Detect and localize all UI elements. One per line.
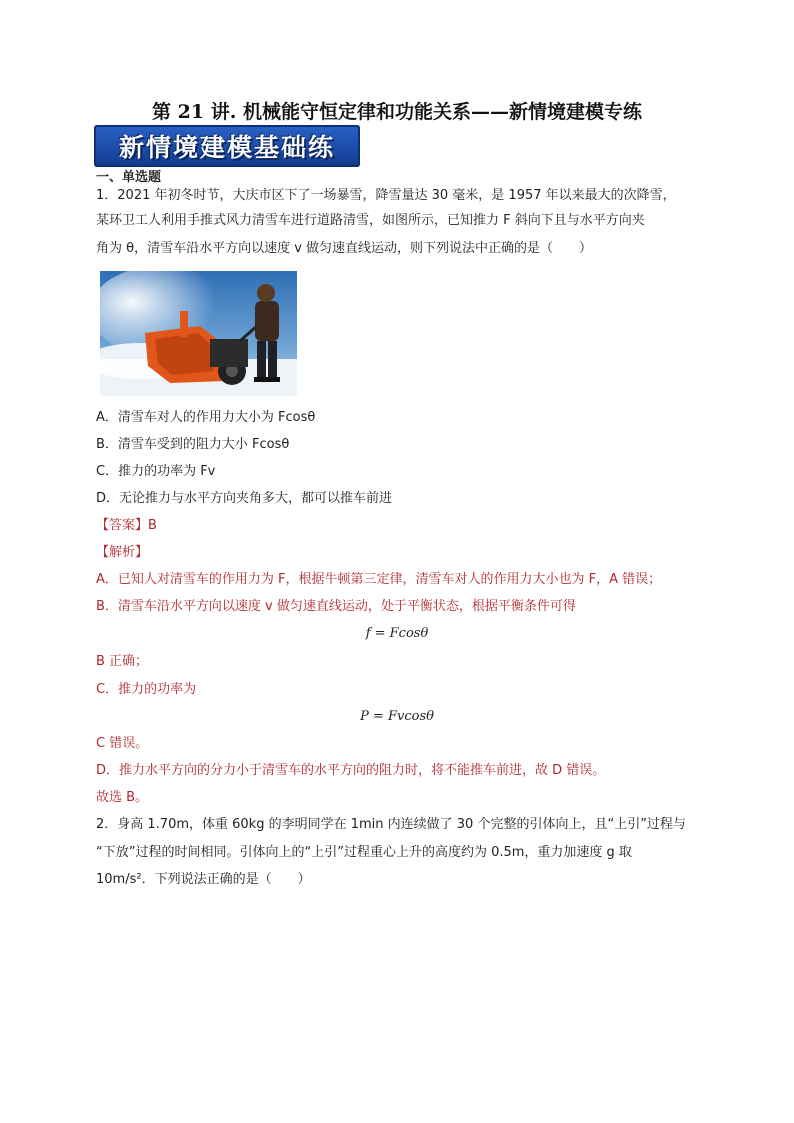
snow-blower-photo [100, 271, 297, 396]
section-banner [94, 125, 360, 167]
q1-stem-line-1: 1．2021 年初冬时节，大庆市区下了一场暴雪，降雪量达 30 毫米，是 1957 年以来最大的次降雪， [96, 188, 676, 203]
q1-stem-line-2: 某环卫工人利用手推式风力清雪车进行道路清雪，如图所示，已知推力 F 斜向下且与水平方向夹 [96, 213, 645, 228]
q1-analysis-c: C．推力的功率为 [96, 682, 197, 697]
q1-conclusion: 故选 B。 [96, 790, 149, 805]
q1-answer: 【答案】B [96, 518, 157, 533]
q2-stem-line-1: 2．身高 1.70m，体重 60kg 的李明同学在 1min 内连续做了 30 个完整的引体向上，且“上引”过程与 [96, 817, 686, 832]
q1-analysis-b-result: B 正确； [96, 654, 149, 669]
q1-option-a: A．清雪车对人的作用力大小为 Fcosθ [96, 410, 316, 425]
q1-option-c: C．推力的功率为 Fv [96, 464, 216, 479]
banner-label: 新情境建模基础练 [118, 133, 335, 162]
q1-analysis-label: 【解析】 [96, 545, 149, 560]
q1-stem-line-3: 角为 θ，清雪车沿水平方向以速度 v 做匀速直线运动，则下列说法中正确的是（ ） [96, 241, 593, 256]
q1-analysis-b: B．清雪车沿水平方向以速度 v 做匀速直线运动，处于平衡状态，根据平衡条件可得 [96, 599, 576, 614]
q1-analysis-a: A．已知人对清雪车的作用力为 F，根据牛顿第三定律，清雪车对人的作用力大小也为 F，A 错误； [96, 572, 662, 587]
q1-option-d: D．无论推力与水平方向夹角多大，都可以推车前进 [96, 491, 393, 506]
q1-formula-power: P = Fvcosθ [360, 709, 434, 724]
section-heading: 一、单选题 [96, 170, 162, 185]
q2-stem-line-2: “下放”过程的时间相同。引体向上的“上引”过程重心上升的高度约为 0.5m，重力加速度 g 取 [96, 845, 632, 860]
page-title: 第 21 讲. 机械能守恒定律和功能关系——新情境建模专练 [152, 101, 642, 123]
q1-analysis-d: D．推力水平方向的分力小于清雪车的水平方向的阻力时，将不能推车前进，故 D 错误。 [96, 763, 606, 778]
q2-stem-line-3: 10m/s²．下列说法正确的是（ ） [96, 872, 311, 887]
q1-option-b: B．清雪车受到的阻力大小 Fcosθ [96, 437, 290, 452]
q1-analysis-c-result: C 错误。 [96, 736, 149, 751]
q1-formula-friction: f = Fcosθ [365, 626, 429, 641]
